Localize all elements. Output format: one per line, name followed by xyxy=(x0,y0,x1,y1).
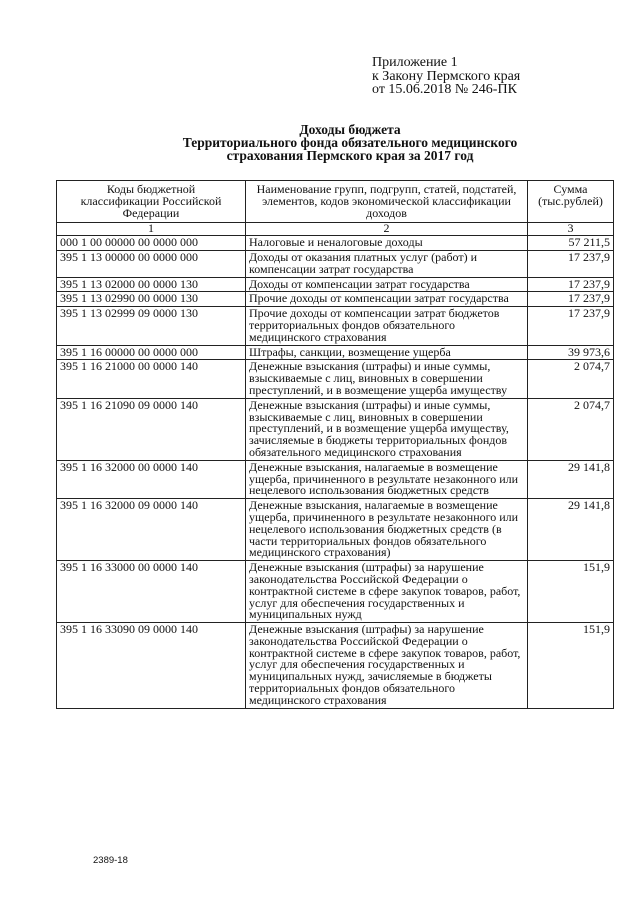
name-cell: Прочие доходы от компенсации затрат государства xyxy=(246,292,528,307)
table-row xyxy=(57,250,614,277)
name-cell: Штрафы, санкции, возмещение ущерба xyxy=(246,345,528,360)
table-row xyxy=(57,460,614,498)
table-row xyxy=(57,277,614,292)
name-cell: Доходы от компенсации затрат государства xyxy=(246,277,528,292)
table-row xyxy=(57,360,614,398)
table-header-row xyxy=(57,181,614,223)
table-row xyxy=(57,398,614,460)
amount-cell: 151,9 xyxy=(528,623,614,709)
code-cell: 395 1 16 32000 00 0000 140 xyxy=(57,460,246,498)
code-cell: 395 1 13 02990 00 0000 130 xyxy=(57,292,246,307)
column-number-2: 2 xyxy=(246,223,528,236)
code-cell: 395 1 13 02000 00 0000 130 xyxy=(57,277,246,292)
amount-cell: 151,9 xyxy=(528,561,614,623)
table-row xyxy=(57,623,614,709)
name-cell: Денежные взыскания (штрафы) и иные суммы, взыскиваемые с лиц, виновных в совершении преступлений, и в возмещение ущерба имуществу xyxy=(246,360,528,398)
amount-cell: 2 074,7 xyxy=(528,398,614,460)
header-codes: Коды бюджетной классификации Российской Федерации xyxy=(57,181,246,223)
appendix-block xyxy=(372,56,520,97)
amount-cell: 17 237,9 xyxy=(528,277,614,292)
amount-cell: 29 141,8 xyxy=(528,499,614,561)
table-row xyxy=(57,307,614,345)
title-line-3: страхования Пермского края за 2017 год xyxy=(226,148,474,163)
code-cell: 395 1 16 21000 00 0000 140 xyxy=(57,360,246,398)
amount-cell: 57 211,5 xyxy=(528,236,614,251)
code-cell: 395 1 16 33090 09 0000 140 xyxy=(57,623,246,709)
title-line-2: Территориального фонда обязательного медицинского xyxy=(182,135,518,150)
code-cell: 395 1 13 02999 09 0000 130 xyxy=(57,307,246,345)
name-cell: Денежные взыскания (штрафы) за нарушение законодательства Российской Федерации о контрактной системе в сфере закупок товаров, работ, услуг для обеспечения государственных и муниципальных нужд xyxy=(246,561,528,623)
table-body xyxy=(57,236,614,708)
table-row xyxy=(57,236,614,251)
document-title xyxy=(140,123,560,162)
table-row xyxy=(57,292,614,307)
header-name: Наименование групп, подгрупп, статей, подстатей, элементов, кодов экономической классификации доходов xyxy=(246,181,528,223)
amount-cell: 29 141,8 xyxy=(528,460,614,498)
amount-cell: 17 237,9 xyxy=(528,307,614,345)
name-cell: Денежные взыскания (штрафы) за нарушение законодательства Российской Федерации о контрактной системе в сфере закупок товаров, работ, услуг для обеспечения государственных и муниципальных нужд, зачисляемые в бюджеты территориальных фондов обязательного медицинского страхования xyxy=(246,623,528,709)
amount-cell: 39 973,6 xyxy=(528,345,614,360)
amount-cell: 17 237,9 xyxy=(528,250,614,277)
column-number-1: 1 xyxy=(57,223,246,236)
code-cell: 000 1 00 00000 00 0000 000 xyxy=(57,236,246,251)
footer-code: 2389-18 xyxy=(93,855,128,866)
revenue-table xyxy=(56,180,614,709)
code-cell: 395 1 16 33000 00 0000 140 xyxy=(57,561,246,623)
amount-cell: 17 237,9 xyxy=(528,292,614,307)
amount-cell: 2 074,7 xyxy=(528,360,614,398)
appendix-line-3: от 15.06.2018 № 246-ПК xyxy=(372,82,517,97)
name-cell: Прочие доходы от компенсации затрат бюджетов территориальных фондов обязательного медицинского страхования xyxy=(246,307,528,345)
column-numbers-row xyxy=(57,223,614,236)
title-line-1: Доходы бюджета xyxy=(299,122,401,137)
appendix-line-1: Приложение 1 xyxy=(372,55,458,70)
column-number-3: 3 xyxy=(528,223,614,236)
code-cell: 395 1 16 32000 09 0000 140 xyxy=(57,499,246,561)
code-cell: 395 1 16 21090 09 0000 140 xyxy=(57,398,246,460)
name-cell: Денежные взыскания, налагаемые в возмещение ущерба, причиненного в результате незаконного или нецелевого использования бюджетных средств (в части территориальных фондов обязательного медицинского страхования) xyxy=(246,499,528,561)
header-amount: Сумма (тыс.рублей) xyxy=(528,181,614,223)
table-row xyxy=(57,345,614,360)
code-cell: 395 1 16 00000 00 0000 000 xyxy=(57,345,246,360)
table-row xyxy=(57,561,614,623)
name-cell: Денежные взыскания (штрафы) и иные суммы, взыскиваемые с лиц, виновных в совершении преступлений, и в возмещение ущерба имуществу, зачисляемые в бюджеты территориальных фондов обязательного медицинского страхования xyxy=(246,398,528,460)
table-row xyxy=(57,499,614,561)
name-cell: Налоговые и неналоговые доходы xyxy=(246,236,528,251)
name-cell: Денежные взыскания, налагаемые в возмещение ущерба, причиненного в результате незаконного или нецелевого использования бюджетных средств xyxy=(246,460,528,498)
name-cell: Доходы от оказания платных услуг (работ) и компенсации затрат государства xyxy=(246,250,528,277)
appendix-line-2: к Закону Пермского края xyxy=(372,68,521,84)
code-cell: 395 1 13 00000 00 0000 000 xyxy=(57,250,246,277)
